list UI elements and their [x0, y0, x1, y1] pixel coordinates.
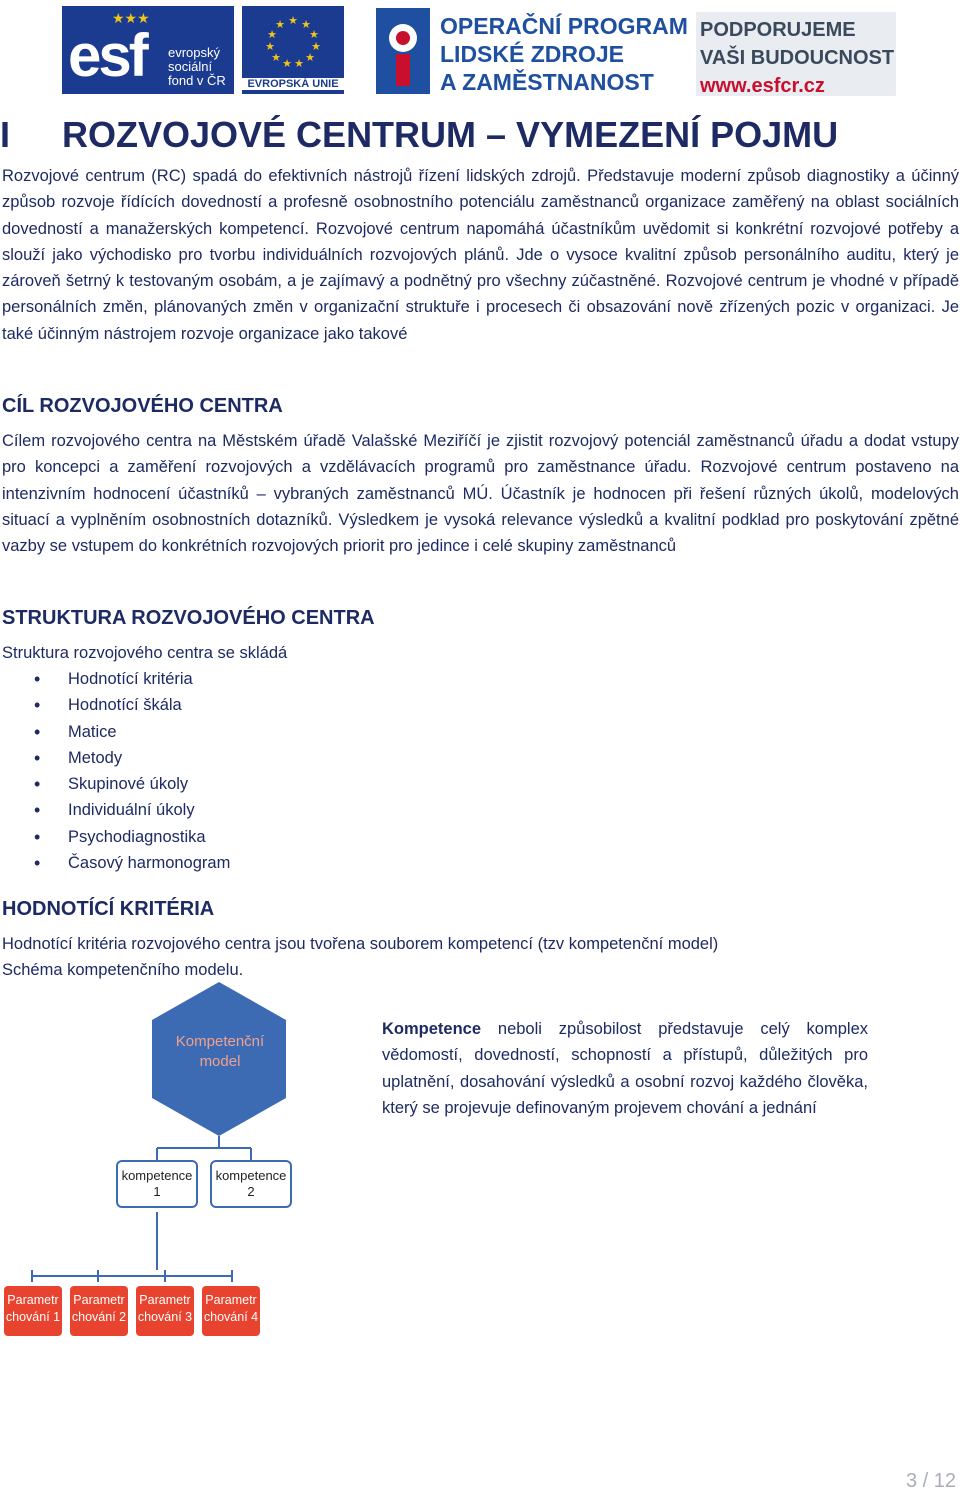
eu-label: EVROPSKÁ UNIE [242, 78, 344, 90]
definition-term: Kompetence [382, 1020, 482, 1038]
parameter-node-2: Parametr chování 2 [70, 1286, 128, 1336]
list-item: • Časový harmonogram [0, 850, 230, 876]
esf-stars-icon: ★★★ [112, 10, 150, 26]
parameter-node-1: Parametr chování 1 [4, 1286, 62, 1336]
heading-goal: CÍL ROZVOJOVÉHO CENTRA [2, 395, 283, 417]
svg-text:★: ★ [301, 19, 311, 31]
svg-text:★: ★ [294, 58, 304, 70]
svg-text:★: ★ [309, 29, 319, 41]
parameter-node-3: Parametr chování 3 [136, 1286, 194, 1336]
section-title-text: ROZVOJOVÉ CENTRUM – VYMEZENÍ POJMU [62, 114, 839, 155]
competence-definition [382, 1016, 868, 1121]
hexagon-label: Kompetenční model [175, 1033, 265, 1070]
list-item: • Skupinové úkoly [0, 771, 230, 797]
criteria-line-2: Schéma kompetenčního modelu. [2, 961, 244, 979]
definition-text: neboli způsobilost představuje celý komplex vědomostí, dovedností, schopností a přístupů, důležitých pro uplatnění, dosahování výsledků a osobní rozvoj každého člověka, který se projevuje definovaným projevem chování a jednání [382, 1020, 868, 1117]
list-item: • Matice [0, 719, 230, 745]
op-logo-icon [376, 8, 430, 94]
list-item: • Psychodiagnostika [0, 824, 230, 850]
eu-flag [242, 6, 344, 94]
section-title-main [0, 114, 838, 156]
svg-text:★: ★ [271, 52, 281, 64]
support-box [696, 12, 896, 96]
op-title: OPERAČNÍ PROGRAM LIDSKÉ ZDROJE A ZAMĚSTNANOST [440, 13, 688, 95]
svg-text:★: ★ [265, 41, 275, 53]
structure-intro: Struktura rozvojového centra se skládá [2, 644, 288, 662]
intro-paragraph: Rozvojové centrum (RC) spadá do efektivních nástrojů řízení lidských zdrojů. Představuje moderní způsob diagnostiky a účinný způsob rozvoje řídících dovedností a profesně osobnostního potenciálu zaměstnanců organizace zaměřený na oblast sociálních dovedností a manažerských kompetencí. Rozvojové centrum napomáhá účastníkům uvědomit si konkrétní rozvojové potřeby a slouží jako východisko pro tvorbu individuálních rozvojových plánů. Jde o vysoce kvalitní způsob personálního auditu, který je zároveň šetrný k testovaným osobám, a je zajímavý a podnětný pro všechny zúčastněné. Rozvojové centrum je vhodné v případě personálních změn, plánovaných změn v organizační struktuře i procesech či obsazování nově zřízených pozic v organizaci. Je také účinným nástrojem rozvoje organizace jako takové [2, 167, 959, 343]
list-item: • Individuální úkoly [0, 797, 230, 823]
competence-model-diagram [0, 980, 300, 1350]
svg-text:★: ★ [267, 29, 277, 41]
criteria-line-1: Hodnotící kritéria rozvojového centra jsou tvořena souborem kompetencí (tzv kompetenční model) [2, 935, 719, 953]
competence-node-2: kompetence 2 [210, 1160, 292, 1208]
heading-criteria: HODNOTÍCÍ KRITÉRIA [2, 898, 215, 920]
svg-text:★: ★ [275, 19, 285, 31]
list-item: • Hodnotící škála [0, 692, 230, 718]
list-item: • Metody [0, 745, 230, 771]
esf-logo-text: esf [68, 22, 146, 89]
header-logos [62, 4, 896, 96]
support-line-2: VAŠI BUDOUCNOST [700, 47, 895, 69]
section-number: I [0, 114, 11, 155]
parameter-node-4: Parametr chování 4 [202, 1286, 260, 1336]
competence-node-1: kompetence 1 [116, 1160, 198, 1208]
svg-text:★: ★ [282, 58, 292, 70]
eu-stars-icon [258, 12, 328, 72]
structure-list [0, 666, 230, 876]
svg-text:★: ★ [305, 52, 315, 64]
svg-text:★: ★ [311, 41, 321, 53]
page-number: 3 / 12 [905, 1470, 956, 1492]
esf-small-text: evropský sociální fond v ČR [168, 45, 226, 88]
heading-structure: STRUKTURA ROZVOJOVÉHO CENTRA [2, 607, 375, 629]
support-url[interactable]: www.esfcr.cz [700, 75, 825, 97]
esf-logo [62, 6, 234, 94]
svg-text:★: ★ [288, 15, 298, 27]
goal-paragraph: Cílem rozvojového centra na Městském úřadě Valašské Meziříčí je zjistit rozvojový potenciál zaměstnanců úřadu a dodat vstupy pro koncepci a zaměření rozvojových a vzdělávacích programů pro zaměstnance úřadu. Rozvojové centrum postaveno na intenzivním hodnocení účastníků – vybraných zaměstnanců MÚ. Účastník je hodnocen při řešení různých úkolů, modelových situací a vyplněním osobnostních dotazníků. Výsledkem je vysoká relevance výsledků a kvalitní podklad pro poskytování zpětné vazby se vstupem do konkrétních rozvojových priorit pro jedince i celé skupiny zaměstnanců [2, 432, 959, 556]
support-line-1: PODPORUJEME [700, 19, 856, 41]
list-item: • Hodnotící kritéria [0, 666, 230, 692]
